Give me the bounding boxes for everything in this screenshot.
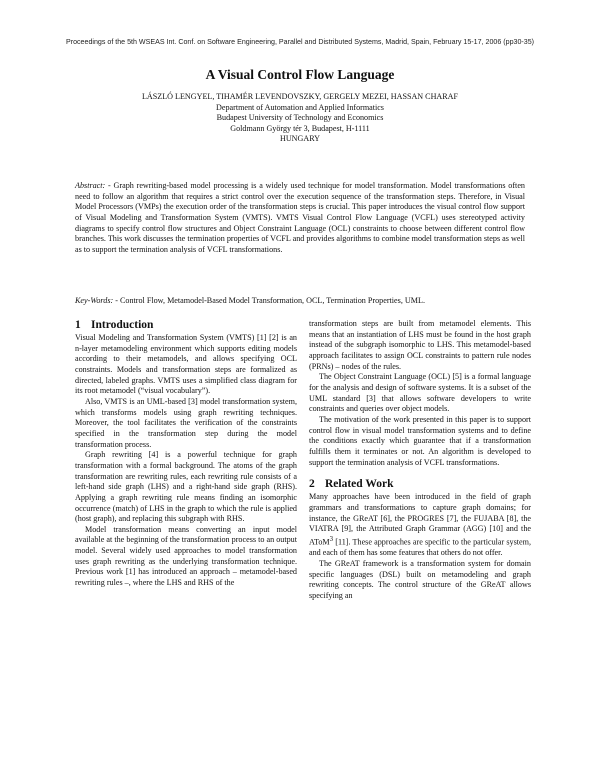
abstract-label: Abstract: xyxy=(75,181,106,190)
conference-header: Proceedings of the 5th WSEAS Int. Conf. on Software Engineering, Parallel and Distributed Systems, Madrid, Spain, February 15-17, 2006 (pp30-35) xyxy=(65,38,535,46)
section-2-number: 2 xyxy=(309,478,315,491)
related-paragraph-1 xyxy=(309,492,531,559)
related-paragraph-1-text: Many approaches have been introduced in the field of graph grammars and transformations to capture graph domains; for instance, the GReAT [6], the PROGRES [7], the FUJABA [8], the VIATRA [9], the Attributed Graph Grammar (AGG) [10] and the AToM xyxy=(309,492,531,547)
author-department: Department of Automation and Applied Informatics xyxy=(216,102,384,112)
section-2-heading xyxy=(309,477,531,491)
intro-paragraph-4: Model transformation means converting an input model available at the beginning of the transformation process to an output model. Several widely used approaches to model transformation uses graph rewriting as the underlying transformation technique. Previous work [1] has introduced an approach – metamodel-based rewriting rules –, where the LHS and RHS of the xyxy=(75,524,297,588)
keywords-label: Key-Words: xyxy=(75,296,114,305)
paper-title: A Visual Control Flow Language xyxy=(205,67,395,82)
keywords-text: - Control Flow, Metamodel-Based Model Transformation, OCL, Termination Properties, UML. xyxy=(113,296,425,305)
abstract-text: - Graph rewriting-based model processing is a widely used technique for model transformation. Model transformations often need to follow an algorithm that requires a strict control over the execution sequence of the transformation steps. Therefore, in Visual Model Processors (VMPs) the execution order of the transformation steps is crucial. This paper introduces the visual control flow support of Visual Modeling and Transformation System (VMTS). VMTS Visual Control Flow Language (VCFL) uses stereotyped activity diagrams to specify control flow structures and Object Constraint Language (OCL) constraints to choose between different control flow branches. This work discusses the termination properties of VCFL and provides algorithms to combine model transformation steps as well as to support the termination analysis of VCFL transformations. xyxy=(75,181,525,254)
section-2-title: Related Work xyxy=(325,478,394,491)
author-block xyxy=(0,92,600,145)
intro-paragraph-2: Also, VMTS is an UML-based [3] model transformation system, which transforms models using graph rewriting techniques. Moreover, the tool facilitates the verification of the constraints specified in the transformation step during the model transformation process. xyxy=(75,396,297,449)
keywords xyxy=(75,296,525,307)
section-1-heading xyxy=(75,318,297,332)
author-address: Goldmann György tér 3, Budapest, H-1111 xyxy=(230,123,370,133)
abstract xyxy=(75,181,525,256)
intro-paragraph-3: Graph rewriting [4] is a powerful technique for graph transformation with a formal background. The atoms of the graph transformation are rewriting rules, each rewriting rule consists of a left-hand side graph (LHS) and a right-hand side graph (RHS). Applying a graph rewriting rule means finding an isomorphic occurrence (match) of LHS in the graph to which the rule is applied (host graph), and replacing this subgraph with RHS. xyxy=(75,450,297,524)
section-1-number: 1 xyxy=(75,319,81,331)
author-university: Budapest University of Technology and Economics xyxy=(216,113,384,123)
related-paragraph-2: The GReAT framework is a transformation system for domain specific languages (DSL) built on metamodeling and graph rewriting concepts. The control structure of the GReAT allows specifying an xyxy=(309,558,531,600)
related-superscript: 3 xyxy=(329,535,334,543)
related-paragraph-1-rest: [11]. These approaches are specific to the particular system, and each of them has some features that others do not offer. xyxy=(309,537,531,558)
right-column xyxy=(309,319,531,601)
intro-paragraph-7: The motivation of the work presented in this paper is to support control flow in visual model transformation systems and to define the conditions exactly which guarantee that if a transformation fulfills them it terminates or not. An algorithm is developed to support the termination analysis of VCFL transformations. xyxy=(309,414,531,467)
intro-paragraph-5: transformation steps are built from metamodel elements. This means that an instantiation of LHS must be found in the host graph instead of the subgraph isomorphic to LHS. This metamodel-based approach facilitates to assign OCL constraints to pattern rule nodes (PRNs) – nodes of the rules. xyxy=(309,319,531,371)
section-spacer xyxy=(309,468,531,477)
author-names: LÁSZLÓ LENGYEL, TIHAMÉR LEVENDOVSZKY, GERGELY MEZEI, HASSAN CHARAF xyxy=(141,92,459,101)
left-column xyxy=(75,318,297,589)
intro-paragraph-6: The Object Constraint Language (OCL) [5] is a formal language for the analysis and design of software systems. It is a subset of the UML standard [3] that allows software developers to write constraints and queries over object models. xyxy=(309,372,531,414)
author-country: HUNGARY xyxy=(279,134,321,144)
intro-paragraph-1: Visual Modeling and Transformation System (VMTS) [1] [2] is an n-layer metamodeling environment which supports editing models according to their metamodels, and allows specifying OCL constraints. Models and transformation steps are formalized as directed, labeled graphs. VMTS uses a simplified class diagram for its root metamodel (“visual vocabulary”). xyxy=(75,333,297,396)
section-1-title: Introduction xyxy=(91,319,154,331)
